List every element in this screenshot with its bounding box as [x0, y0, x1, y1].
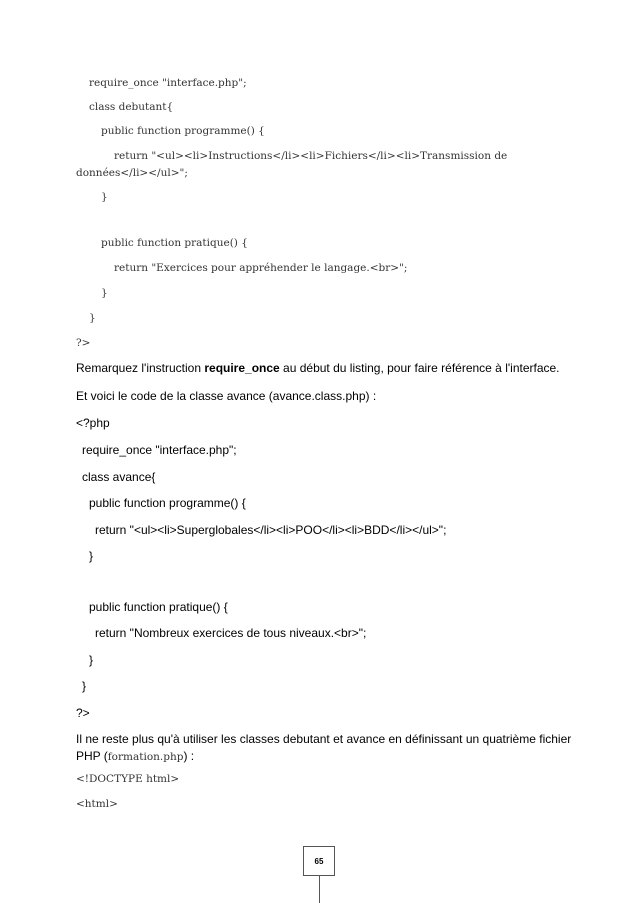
code2-line-function-programme: public function programme() { — [89, 496, 246, 510]
code1-line-close-brace-2: } — [101, 287, 108, 299]
code2-line-close-brace-2: } — [89, 653, 94, 667]
code1-line-close-brace: } — [101, 191, 108, 203]
code1-line-function-programme: public function programme() { — [101, 125, 265, 137]
code2-line-close-brace: } — [89, 549, 94, 563]
code1-line-return-programme-cont: données</li></ul>"; — [76, 167, 188, 179]
paragraph-php-before: PHP ( — [76, 749, 108, 763]
code3-line-doctype: <!DOCTYPE html> — [76, 773, 180, 785]
code1-line-close-class: } — [89, 312, 96, 324]
paragraph-remarquez — [76, 361, 560, 375]
paragraph-avance-intro: Et voici le code de la classe avance (avance.class.php) : — [76, 389, 377, 403]
paragraph-remarquez-keyword: require_once — [204, 361, 280, 375]
code2-line-php-open: <?php — [76, 416, 110, 430]
code3-line-html-open: <html> — [76, 798, 118, 810]
paragraph-php-after: ) : — [183, 749, 195, 763]
code1-line-function-pratique: public function pratique() { — [101, 237, 248, 249]
page-number-box — [303, 846, 335, 876]
paragraph-remarquez-after: au début du listing, pour faire référence à l'interface. — [279, 361, 560, 375]
code1-line-return-programme: return "<ul><li>Instructions</li><li>Fichiers</li><li>Transmission de — [114, 150, 508, 162]
code1-line-require: require_once "interface.php"; — [89, 77, 247, 89]
code1-line-return-pratique: return "Exercices pour appréhender le langage.<br>"; — [114, 262, 408, 274]
code2-line-function-pratique: public function pratique() { — [89, 600, 228, 614]
code2-line-return-programme: return "<ul><li>Superglobales</li><li>POO</li><li>BDD</li></ul>"; — [95, 523, 447, 537]
inline-code-filename: formation.php — [107, 751, 184, 763]
code2-line-close-class: } — [82, 679, 87, 693]
paragraph-remarquez-before: Remarquez l'instruction — [76, 361, 205, 375]
code1-line-php-close: ?> — [76, 337, 91, 349]
code2-line-class: class avance{ — [82, 470, 156, 484]
page-number-line — [319, 876, 320, 903]
code2-line-return-pratique: return "Nombreux exercices de tous niveaux.<br>"; — [95, 626, 367, 640]
paragraph-quatrieme-fichier: Il ne reste plus qu'à utiliser les classes debutant et avance en définissant un quatrième fichier — [76, 732, 572, 746]
code1-line-class: class debutant{ — [89, 101, 174, 113]
code2-line-php-close: ?> — [76, 706, 90, 720]
paragraph-quatrieme-fichier-cont — [76, 749, 194, 764]
page-number: 65 — [314, 856, 324, 866]
code2-line-require: require_once "interface.php"; — [82, 443, 237, 457]
